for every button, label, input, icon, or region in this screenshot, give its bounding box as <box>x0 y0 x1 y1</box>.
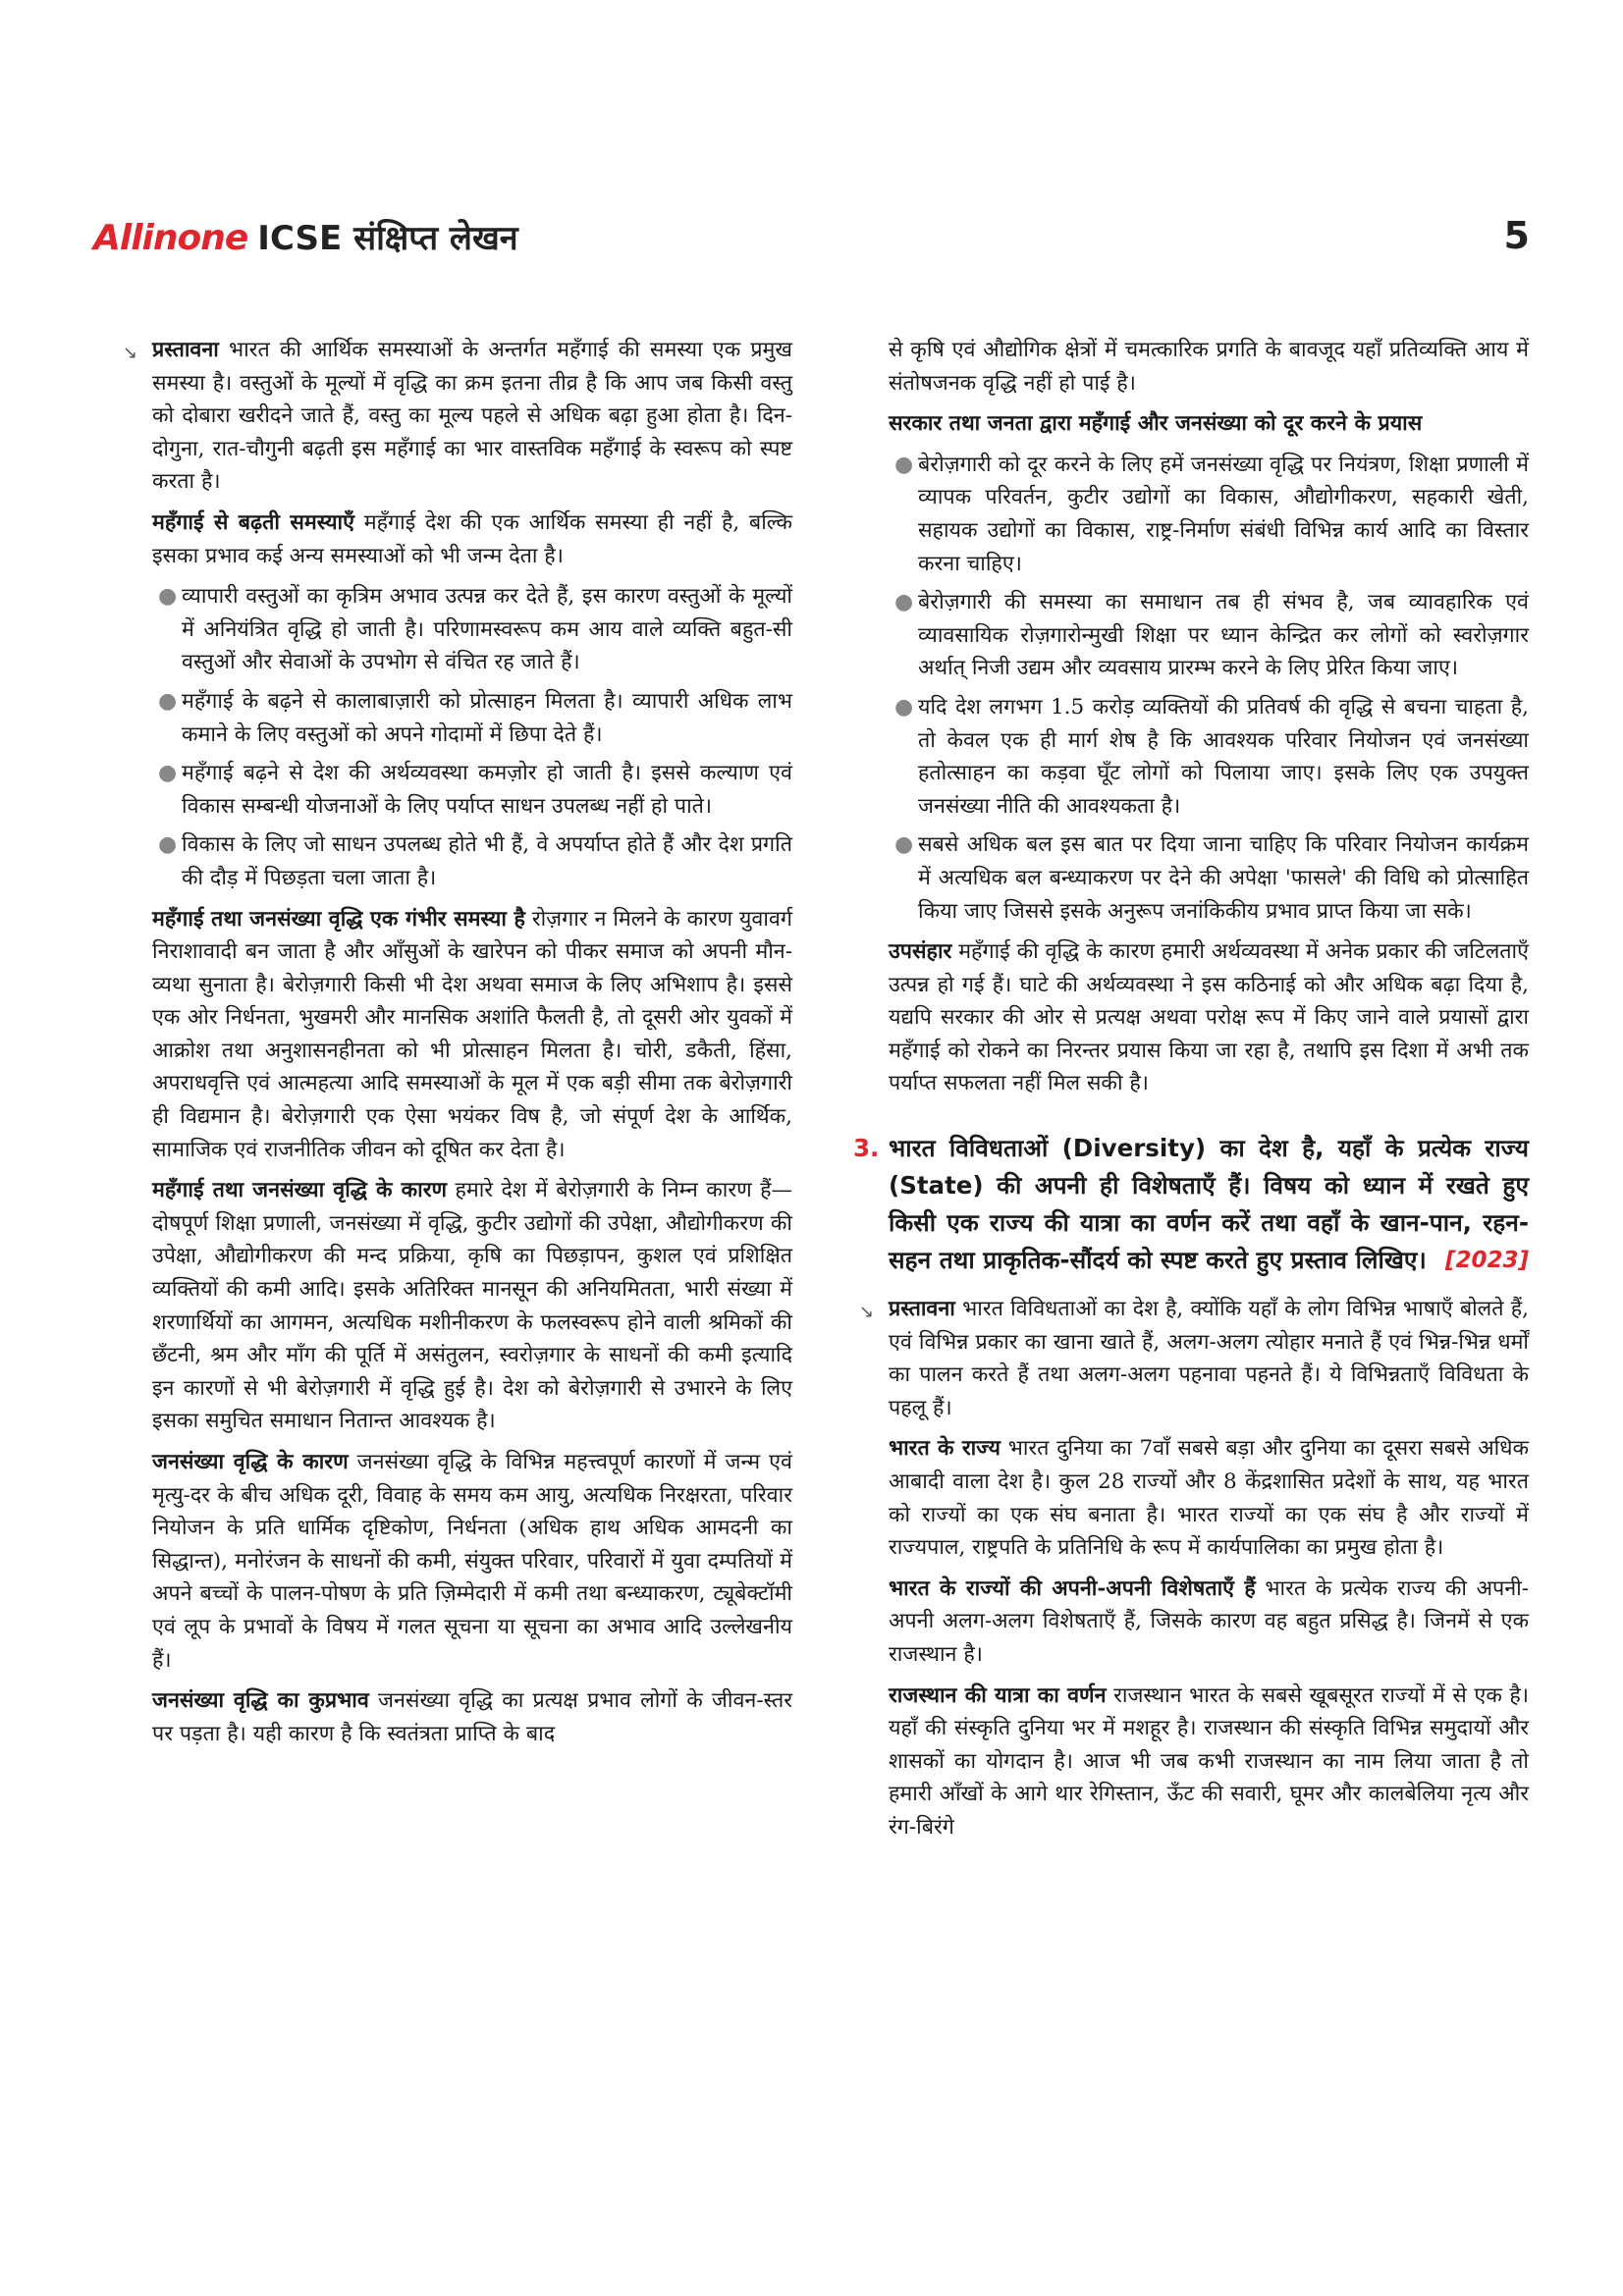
list-item: ● विकास के लिए जो साधन उपलब्ध होते भी हैं, वे अपर्याप्त होते हैं और देश प्रगति की दौड़ में पिछड़ता चला जाता है। <box>182 828 792 894</box>
list-item: ● बेरोज़गारी की समस्या का समाधान तब ही संभव है, जब व्यावहारिक एवं व्यावसायिक रोज़गारोन्मुखी शिक्षा पर ध्यान केन्द्रित कर लोगों को स्वरोज़गार अर्थात् निजी उद्यम और व्यवसाय प्रारम्भ करने के लिए प्रेरित किया जाए। <box>918 586 1529 685</box>
paragraph-lead: जनसंख्या वृद्धि का कुप्रभाव <box>152 1688 369 1714</box>
paragraph-lead: उपसंहार <box>889 939 952 965</box>
bullet-icon: ● <box>894 832 914 858</box>
book-title: ICSE संक्षिप्त लेखन <box>257 219 518 258</box>
paragraph-lead: जनसंख्या वृद्धि के कारण <box>152 1450 349 1474</box>
bullet-icon: ● <box>158 584 178 610</box>
paragraph-intro <box>123 334 792 499</box>
question-number: 3. <box>853 1134 880 1163</box>
paragraph-lead: प्रस्तावना <box>889 1297 955 1322</box>
paragraph-rajasthan <box>889 1680 1529 1844</box>
bullet-icon: ● <box>158 688 178 714</box>
list-item: ● सबसे अधिक बल इस बात पर दिया जाना चाहिए कि परिवार नियोजन कार्यक्रम में अत्यधिक बल बन्ध्याकरण पर देने की अपेक्षा 'फासले' की विधि को प्रोत्साहित किया जाए जिससे इसके अनुरूप जनांकिकीय प्रभाव प्राप्त किया जा सके। <box>918 828 1529 928</box>
paragraph-lead: प्रस्तावना <box>152 338 219 362</box>
paragraph-lead: राजस्थान की यात्रा का वर्णन <box>889 1682 1107 1708</box>
paragraph-conclusion <box>889 935 1529 1100</box>
paragraph-continuation: से कृषि एवं औद्योगिक क्षेत्रों में चमत्कारिक प्रगति के बावजूद यहाँ प्रतिव्यक्ति आय में संतोषजनक वृद्धि नहीं हो पाई है। <box>889 338 1529 396</box>
arrow-icon: ↘ <box>859 1302 875 1323</box>
bullet-list <box>889 449 1529 928</box>
list-item: ● बेरोज़गारी को दूर करने के लिए हमें जनसंख्या वृद्धि पर नियंत्रण, शिक्षा प्रणाली में व्यापक परिवर्तन, कुटीर उद्योगों का विकास, औद्योगीकरण, सहकारी खेती, सहायक उद्योगों का विकास, राष्ट्र-निर्माण संबंधी विभिन्न कार्य आदि का विस्तार करना चाहिए। <box>918 449 1529 580</box>
bullet-icon: ● <box>894 694 914 720</box>
list-item: ● महँगाई बढ़ने से देश की अर्थव्यवस्था कमज़ोर हो जाती है। इससे कल्याण एवं विकास सम्बन्धी योजनाओं के लिए पर्याप्त साधन उपलब्ध नहीं हो पाते। <box>182 757 792 823</box>
page-number: 5 <box>1503 214 1530 257</box>
paragraph-lead: भारत के राज्य <box>889 1436 1001 1462</box>
right-column <box>853 334 1529 1852</box>
paragraph-serious-problem <box>152 903 792 1167</box>
page-header <box>93 214 1530 273</box>
paragraph-text: भारत विविधताओं का देश है, क्योंकि यहाँ के लोग विभिन्न भाषाएँ बोलते हैं, एवं विभिन्न प्रकार का खाना खाते हैं, अलग-अलग त्योहार मनाते हैं एवं भिन्न-भिन्न धर्मों का पालन करते हैं तथा अलग-अलग पहनावा पहनते हैं। ये विभिन्नताएँ विविधता के पहलू हैं। <box>889 1297 1529 1420</box>
bullet-icon: ● <box>158 761 178 786</box>
paragraph-text: भारत की आर्थिक समस्याओं के अन्तर्गत महँगाई की समस्या एक प्रमुख समस्या है। वस्तुओं के मूल्यों में वृद्धि का क्रम इतना तीव्र है कि आप जब किसी वस्तु को दोबारा खरीदने जाते हैं, वस्तु का मूल्य पहले से अधिक बढ़ा हुआ होता है। दिन-दोगुना, रात-चौगुनी बढ़ती इस महँगाई का भार वास्तविक महँगाई के स्वरूप को स्पष्ट करता है। <box>152 338 792 495</box>
question-text: भारत विविधताओं (Diversity) का देश है, यहाँ के प्रत्येक राज्य (State) की अपनी ही विशेषताएँ हैं। विषय को ध्यान में रखते हुए किसी एक राज्य की यात्रा का वर्णन करें तथा वहाँ के खान-पान, रहन-सहन तथा प्राकृतिक-सौंदर्य को स्पष्ट करते हुए प्रस्ताव लिखिए। <box>889 1134 1529 1275</box>
paragraph-lead: महँगाई तथा जनसंख्या वृद्धि के कारण <box>152 1178 448 1203</box>
bullet-icon: ● <box>158 832 178 858</box>
brand-name: Allinone <box>93 218 248 258</box>
paragraph-state-features <box>889 1573 1529 1672</box>
paragraph-causes <box>152 1174 792 1438</box>
list-item: ● यदि देश लगभग 1.5 करोड़ व्यक्तियों की प्रतिवर्ष की वृद्धि से बचना चाहता है, तो केवल एक ही मार्ग शेष है कि आवश्यक परिवार नियोजन एवं जनसंख्या हतोत्साहन का कड़वा घूँट लोगों को पिलाया जाए। इसके लिए एक उपयुक्त जनसंख्या नीति की आवश्यकता है। <box>918 691 1529 823</box>
bullet-icon: ● <box>894 590 914 615</box>
bullet-icon: ● <box>894 452 914 477</box>
question-3 <box>853 1130 1529 1279</box>
paragraph-ill-effects <box>152 1684 792 1750</box>
left-column <box>123 334 793 1758</box>
list-item: ● व्यापारी वस्तुओं का कृत्रिम अभाव उत्पन्न कर देते हैं, इस कारण वस्तुओं के मूल्यों में अनियंत्रित वृद्धि हो जाती है। परिणामस्वरूप कम आय वाले व्यक्ति बहुत-सी वस्तुओं और सेवाओं के उपभोग से वंचित रह जाते हैं। <box>182 580 792 679</box>
paragraph-text: महँगाई देश की एक आर्थिक समस्या ही नहीं है, बल्कि इसका प्रभाव कई अन्य समस्याओं को भी जन्म देता है। <box>152 509 792 568</box>
paragraph-text: जनसंख्या वृद्धि का प्रत्यक्ष प्रभाव लोगों के जीवन-स्तर पर पड़ता है। यही कारण है कि स्वतंत्रता प्राप्ति के बाद <box>152 1688 793 1746</box>
list-item: ● महँगाई के बढ़ने से कालाबाज़ारी को प्रोत्साहन मिलता है। व्यापारी अधिक लाभ कमाने के लिए वस्तुओं को अपने गोदामों में छिपा देते हैं। <box>182 685 792 751</box>
paragraph-text: भारत दुनिया का 7वाँ सबसे बड़ा और दुनिया का दूसरा सबसे अधिक आबादी वाला देश है। कुल 28 राज्यों और 8 केंद्रशासित प्रदेशों के साथ, यह भारत को राज्यों का एक संघ बनाता है। भारत राज्यों का एक संघ है और राज्यों में राज्यपाल, राष्ट्रपति के प्रतिनिधि के रूप में कार्यपालिका का प्रमुख होता है। <box>889 1436 1529 1561</box>
brand-logo <box>93 214 518 259</box>
arrow-icon: ↘ <box>123 343 138 363</box>
section-heading-efforts: सरकार तथा जनता द्वारा महँगाई और जनसंख्या को दूर करने के प्रयास <box>889 411 1423 437</box>
paragraph-intro-2 <box>859 1293 1529 1424</box>
paragraph-problems <box>152 507 792 572</box>
paragraph-text: रोज़गार न मिलने के कारण युवावर्ग निराशावादी बन जाता है और आँसुओं के खारेपन को पीकर समाज को अपनी मौन-व्यथा सुनाता है। बेरोज़गारी किसी भी देश अथवा समाज के लिए अभिशाप है। इससे एक ओर निर्धनता, भुखमरी और मानसिक अशांति फैलती है, तो दूसरी ओर युवकों में आक्रोश तथा अनुशासनहीनता को भी प्रोत्साहन मिलता है। चोरी, डकैती, हिंसा, अपराधवृत्ति एवं आत्महत्या आदि समस्याओं के मूल में एक बड़ी सीमा तक बेरोज़गारी ही विद्यमान है। बेरोज़गारी एक ऐसा भयंकर विष है, जो संपूर्ण देश के आर्थिक, सामाजिक एवं राजनीतिक जीवन को दूषित कर देता है। <box>152 906 792 1162</box>
paragraph-lead: महँगाई से बढ़ती समस्याएँ <box>152 509 355 535</box>
paragraph-lead: महँगाई तथा जनसंख्या वृद्धि एक गंभीर समस्या है <box>152 906 525 932</box>
paragraph-lead: भारत के राज्यों की अपनी-अपनी विशेषताएँ हैं <box>889 1575 1256 1601</box>
paragraph-text: राजस्थान भारत के सबसे खूबसूरत राज्यों में से एक है। यहाँ की संस्कृति दुनिया भर में मशहूर है। राजस्थान की संस्कृति विभिन्न समुदायों और शासकों का योगदान है। आज भी जब कभी राजस्थान का नाम लिया जाता है तो हमारी आँखों के आगे थार रेगिस्तान, ऊँट की सवारी, घूमर और कालबेलिया नृत्य और रंग-बिरंगे <box>889 1682 1529 1840</box>
paragraph-text: भारत के प्रत्येक राज्य की अपनी-अपनी अलग-अलग विशेषताएँ हैं, जिसके कारण वह बहुत प्रसिद्ध है। जिनमें से एक राजस्थान है। <box>889 1575 1529 1667</box>
paragraph-text: हमारे देश में बेरोज़गारी के निम्न कारण हैं—दोषपूर्ण शिक्षा प्रणाली, जनसंख्या में वृद्धि, कुटीर उद्योगों की उपेक्षा, औद्योगीकरण की उपेक्षा, औद्योगीकरण की मन्द प्रक्रिया, कृषि का पिछड़ापन, कुशल एवं प्रशिक्षित व्यक्तियों की कमी आदि। इसके अतिरिक्त मानसून की अनियमितता, भारी संख्या में शरणार्थियों का आगमन, अत्यधिक मशीनीकरण के फलस्वरूप होने वाली श्रमिकों की छँटनी, श्रम और माँग की पूर्ति में असंतुलन, स्वरोज़गार के साधनों की कमी इत्यादि इन कारणों से भी बेरोज़गारी में वृद्धि हुई है। देश को बेरोज़गारी से उभारने के लिए इसका समुचित समाधान नितान्त आवश्यक है। <box>152 1178 792 1434</box>
question-year: [2023] <box>1444 1248 1529 1274</box>
paragraph-text: जनसंख्या वृद्धि के विभिन्न महत्त्वपूर्ण कारणों में जन्म एवं मृत्यु-दर के बीच अधिक दूरी, विवाह के समय कम आयु, अत्यधिक निरक्षरता, परिवार नियोजन के प्रति धार्मिक दृष्टिकोण, निर्धनता (अधिक हाथ अधिक आमदनी का सिद्धान्त), मनोरंजन के साधनों की कमी, संयुक्त परिवार, परिवारों में युवा दम्पतियों में अपने बच्चों के पालन-पोषण के प्रति ज़िम्मेदारी में कमी तथा बन्ध्याकरण, ट्यूबेक्टॉमी एवं लूप के प्रभावों के विषय में गलत सूचना या सूचना का अभाव आदि उल्लेखनीय हैं। <box>152 1450 793 1673</box>
paragraph-states <box>889 1432 1529 1564</box>
bullet-list <box>152 580 792 894</box>
paragraph-population-causes <box>152 1446 792 1677</box>
paragraph-text: महँगाई की वृद्धि के कारण हमारी अर्थव्यवस्था में अनेक प्रकार की जटिलताएँ उत्पन्न हो गई हैं। घाटे की अर्थव्यवस्था ने इस कठिनाई को और अधिक बढ़ा दिया है, यद्यपि सरकार की ओर से प्रत्यक्ष अथवा परोक्ष रूप में किए जाने वाले प्रयासों द्वारा महँगाई को रोकने का निरन्तर प्रयास किया जा रहा है, तथापि इस दिशा में अभी तक पर्याप्त सफलता नहीं मिल सकी है। <box>889 939 1529 1096</box>
